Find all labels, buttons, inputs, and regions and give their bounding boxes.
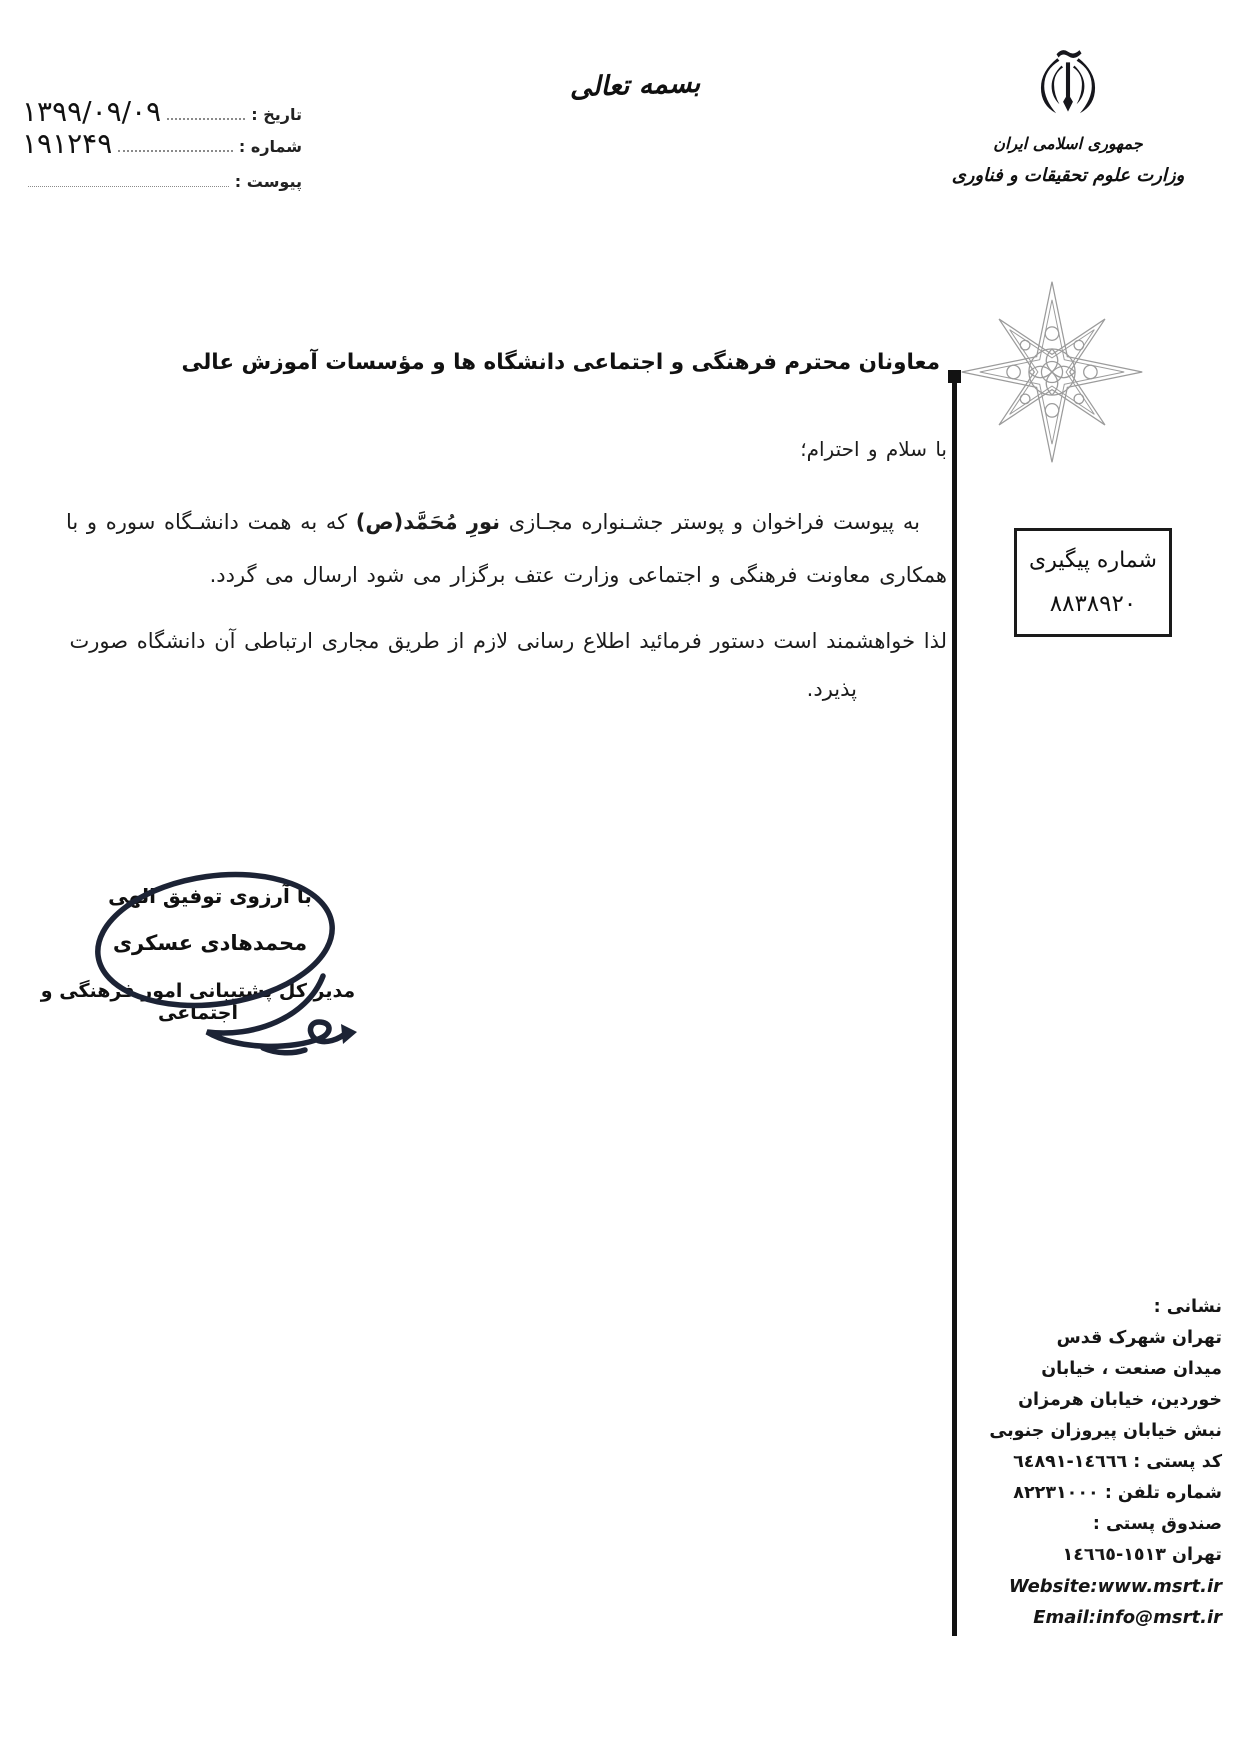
- address-line-square: میدان صنعت ، خیابان: [1041, 1359, 1222, 1379]
- vertical-rule: [952, 380, 957, 1636]
- address-label: نشانی :: [1153, 1297, 1222, 1317]
- tracking-label: شماره پیگیری: [1029, 548, 1157, 574]
- salutation-line: با سلام و احترام؛: [800, 437, 947, 461]
- government-header-block: [948, 46, 1188, 186]
- attachment-row: [22, 172, 302, 193]
- festival-name-bold: نورِ مُحَمَّد(ص): [355, 510, 501, 534]
- handwritten-signature: [55, 858, 365, 1088]
- signature-wish-line: با آرزوی توفیق الهی: [108, 884, 312, 908]
- iran-emblem-icon: [948, 46, 1188, 128]
- number-label: شماره :: [238, 137, 302, 156]
- date-value: ۱۳۹۹/۰۹/۰۹: [22, 95, 162, 128]
- date-label: تاریخ :: [251, 105, 302, 124]
- ornament-rosette: [956, 276, 1148, 468]
- number-value: ۱۹۱۲۴۹: [22, 127, 113, 160]
- po-box-number: تهران ١٥١٣-١٤٦٦٥: [1062, 1545, 1222, 1565]
- phone-number: شماره تلفن : ٨٢٢٣١٠٠٠: [1013, 1483, 1222, 1503]
- address-line-street2: نبش خیابان پیروزان جنوبی: [989, 1421, 1222, 1441]
- attachment-label: پیوست :: [234, 172, 302, 191]
- signer-title: مدیر کل پشتیبانی امور فرهنگی و اجتماعی: [40, 980, 356, 1024]
- ministry-name: وزارت علوم تحقیقات و فناوری: [951, 165, 1185, 186]
- recipient-heading: معاونان محترم فرهنگی و اجتماعی دانشگاه ها و مؤسسات آموزش عالی: [181, 350, 940, 375]
- number-row: [22, 127, 302, 160]
- paragraph2-line2: پذیرد.: [806, 677, 857, 701]
- footer-address-block: [962, 1292, 1222, 1633]
- date-row: [22, 95, 302, 128]
- paragraph1-line1-part2: که به همت دانشـگاه سوره و با: [65, 510, 356, 534]
- email-address: Email:info@msrt.ir: [1033, 1607, 1222, 1628]
- paragraph1-line1: [66, 510, 920, 534]
- tracking-number: ۸۸۳۸۹۲۰: [1049, 590, 1137, 617]
- attachment-dotted-line: [28, 185, 229, 187]
- paragraph1-line1-part1: به پیوست فراخوان و پوستر جشـنواره مجـازی: [500, 510, 920, 534]
- country-name: جمهوری اسلامی ایران: [993, 134, 1143, 153]
- postal-code: کد پستی : ١٤٦٦٦-٦٤٨٩١: [1013, 1452, 1222, 1472]
- paragraph2-line1: لذا خواهشمند است دستور فرمائید اطلاع رسانی لازم از طریق مجاری ارتباطی آن دانشگاه صورت: [69, 629, 947, 653]
- letterhead-meta-block: [22, 95, 302, 193]
- number-dotted-line: [118, 149, 233, 152]
- paragraph1-line2: همکاری معاونت فرهنگی و اجتماعی وزارت عتف برگزار می شود ارسال می گردد.: [209, 563, 947, 587]
- date-dotted-line: [167, 117, 245, 120]
- address-line-city: تهران شهرک قدس: [1056, 1328, 1222, 1348]
- po-box-label: صندوق پستی :: [1092, 1514, 1222, 1534]
- bismillah-calligraphy: بسمه تعالی: [569, 67, 701, 104]
- address-line-street1: خوردین، خیابان هرمزان: [1018, 1390, 1222, 1410]
- signer-name: محمدهادی عسکری: [112, 931, 308, 955]
- website-url: Website:www.msrt.ir: [1008, 1576, 1222, 1597]
- tracking-number-box: [1014, 528, 1172, 637]
